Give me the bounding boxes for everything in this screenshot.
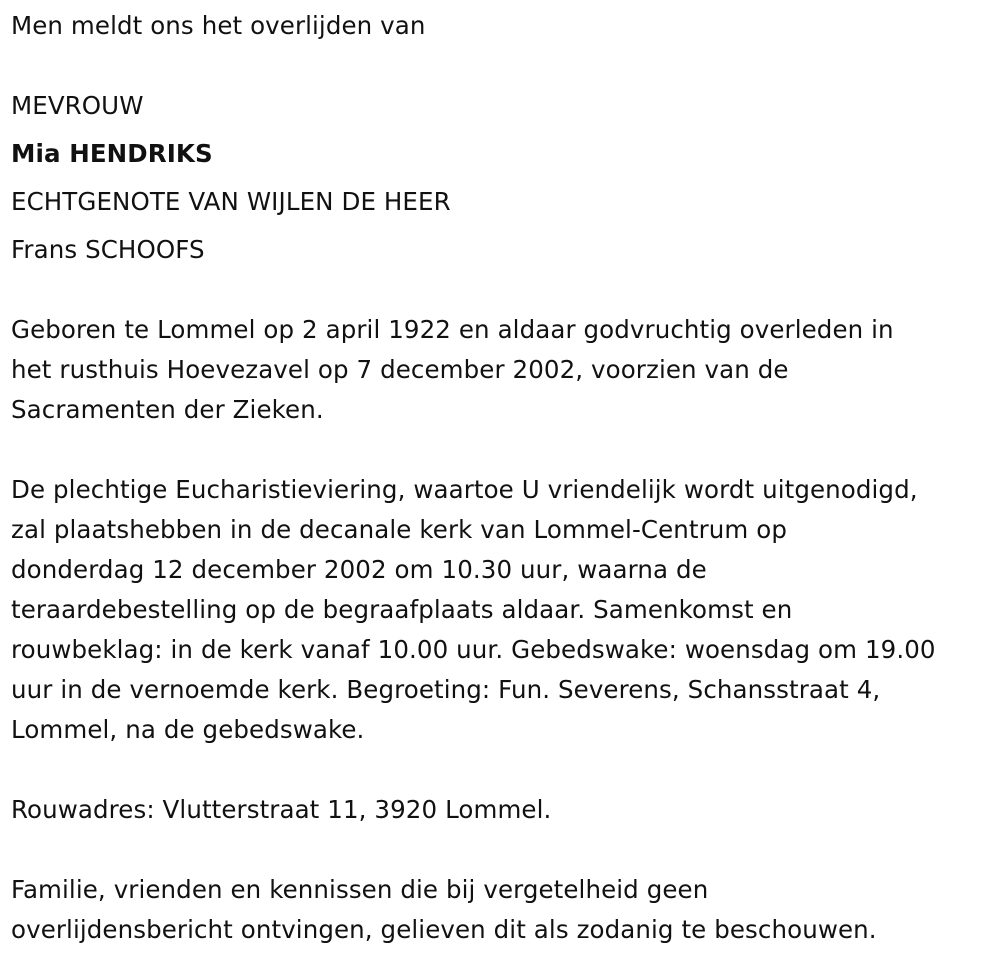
ceremony-line: zal plaatshebben in de decanale kerk van Lommel-Centrum op bbox=[11, 515, 788, 544]
birth-death-line: het rusthuis Hoevezavel op 7 december 2002, voorzien van de bbox=[11, 355, 789, 384]
ceremony-line: Lommel, na de gebedswake. bbox=[11, 715, 365, 744]
ceremony-line: rouwbeklag: in de kerk vanaf 10.00 uur. Gebedswake: woensdag om 19.00 bbox=[11, 635, 936, 664]
relation-line: ECHTGENOTE VAN WIJLEN DE HEER bbox=[11, 187, 451, 216]
birth-death-line: Geboren te Lommel op 2 april 1922 en aldaar godvruchtig overleden in bbox=[11, 315, 894, 344]
ceremony-line: donderdag 12 december 2002 om 10.30 uur, waarna de bbox=[11, 555, 707, 584]
closing-line: Familie, vrienden en kennissen die bij vergetelheid geen bbox=[11, 875, 709, 904]
birth-death-line: Sacramenten der Zieken. bbox=[11, 395, 324, 424]
ceremony-line: De plechtige Eucharistieviering, waartoe U vriendelijk wordt uitgenodigd, bbox=[11, 475, 918, 504]
closing-line: overlijdensbericht ontvingen, gelieven dit als zodanig te beschouwen. bbox=[11, 915, 877, 944]
spouse-name: Frans SCHOOFS bbox=[11, 235, 205, 264]
honorific: MEVROUW bbox=[11, 91, 144, 120]
ceremony-line: uur in de vernoemde kerk. Begroeting: Fun. Severens, Schansstraat 4, bbox=[11, 675, 881, 704]
ceremony-line: teraardebestelling op de begraafplaats aldaar. Samenkomst en bbox=[11, 595, 793, 624]
intro-line: Men meldt ons het overlijden van bbox=[11, 11, 426, 40]
deceased-name: Mia HENDRIKS bbox=[11, 139, 213, 168]
mourning-address: Rouwadres: Vlutterstraat 11, 3920 Lommel. bbox=[11, 795, 552, 824]
